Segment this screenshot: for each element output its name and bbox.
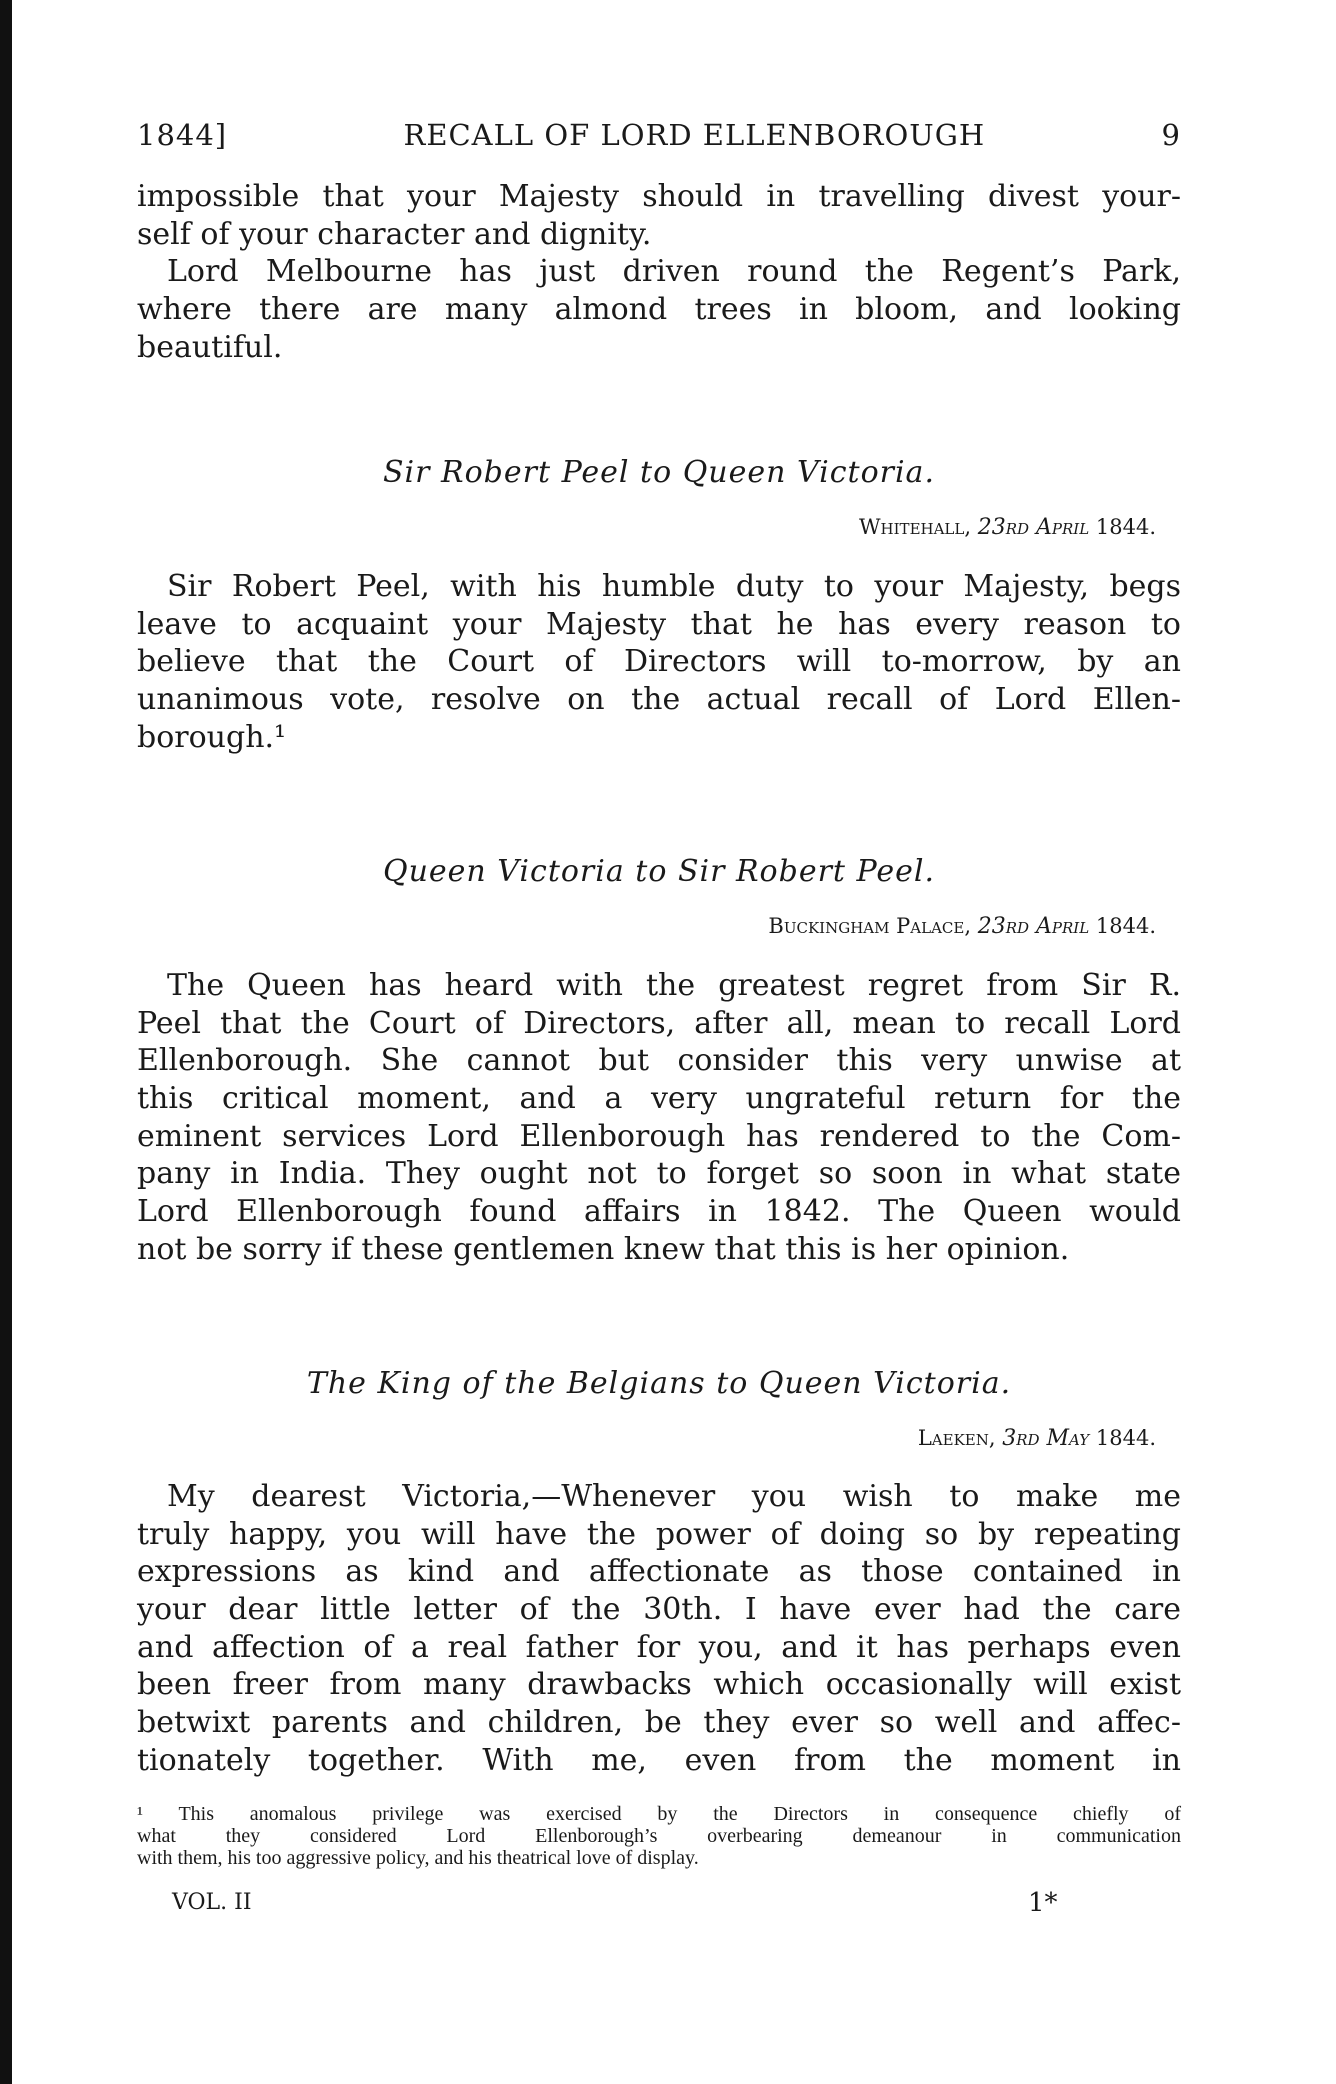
date: 23rd April: [977, 515, 1090, 540]
text-line: this critical moment, and a very ungrateful return for the: [137, 1081, 1181, 1117]
text-line: eminent services Lord Ellenborough has rendered to the Com-: [137, 1118, 1181, 1154]
footnote-line: what they considered Lord Ellenborough’s overbearing demeanour in communication: [137, 1825, 1181, 1847]
text-line: tionately together. With me, even from the moment in: [137, 1742, 1181, 1778]
header-title: RECALL OF LORD ELLENBOROUGH: [403, 118, 986, 152]
place: Laeken,: [917, 1426, 996, 1450]
place: Buckingham Palace,: [768, 914, 972, 938]
text-line: pany in India. They ought not to forget so soon in what state: [137, 1156, 1181, 1192]
letter-heading: Sir Robert Peel to Queen Victoria.: [383, 455, 935, 490]
running-header: [137, 118, 1181, 152]
paragraph-1: [137, 178, 1181, 366]
text-line: your dear little letter of the 30th. I have ever had the care: [137, 1592, 1181, 1628]
letter-body: [137, 1478, 1181, 1780]
text-line: where there are many almond trees in bloom, and looking: [137, 292, 1181, 328]
text-line: been freer from many drawbacks which occasionally will exist: [137, 1667, 1181, 1703]
letter-dateline: [859, 515, 1156, 540]
year: 1844.: [1095, 515, 1156, 539]
footnote-line: ¹ This anomalous privilege was exercised by the Directors in consequence chiefly of: [137, 1803, 1181, 1825]
letter-dateline: [768, 914, 1156, 939]
letter-body: [137, 568, 1181, 756]
letter-heading: Queen Victoria to Sir Robert Peel.: [383, 854, 935, 889]
text-line: self of your character and dignity.: [137, 216, 652, 252]
text-line: Sir Robert Peel, with his humble duty to your Majesty, begs: [137, 569, 1181, 604]
page-number: 9: [1161, 118, 1181, 152]
scan-edge: [0, 0, 12, 2084]
text-line: Lord Ellenborough found affairs in 1842. The Queen would: [137, 1194, 1181, 1230]
header-year: 1844]: [137, 118, 228, 152]
text-line: and affection of a real father for you, and it has perhaps even: [137, 1629, 1181, 1665]
text-line: The Queen has heard with the greatest regret from Sir R.: [137, 968, 1181, 1003]
signature-mark: 1*: [1028, 1888, 1058, 1918]
text-line: unanimous vote, resolve on the actual recall of Lord Ellen-: [137, 682, 1181, 718]
text-line: truly happy, you will have the power of doing so by repeating: [137, 1516, 1181, 1552]
date: 3rd May: [1002, 1426, 1090, 1451]
text-line: beautiful.: [137, 329, 283, 365]
text-line: expressions as kind and affectionate as those contained in: [137, 1554, 1181, 1590]
text-line: leave to acquaint your Majesty that he has every reason to: [137, 606, 1181, 642]
letter-body: [137, 967, 1181, 1269]
footnote-line: with them, his too aggressive policy, and his theatrical love of display.: [137, 1847, 699, 1869]
text-line: not be sorry if these gentlemen knew that this is her opinion.: [137, 1231, 1070, 1267]
text-line: Lord Melbourne has just driven round the Regent’s Park,: [137, 254, 1181, 290]
text-line: borough.¹: [137, 719, 287, 755]
date: 23rd April: [977, 914, 1090, 939]
text-line: betwixt parents and children, be they ever so well and affec-: [137, 1705, 1181, 1741]
text-line: Ellenborough. She cannot but consider this very unwise at: [137, 1043, 1181, 1079]
volume-label: VOL. II: [172, 1890, 252, 1915]
text-line: believe that the Court of Directors will to-morrow, by an: [137, 644, 1181, 680]
footnote: [137, 1803, 1181, 1869]
text-line: My dearest Victoria,—Whenever you wish to make me: [137, 1479, 1181, 1514]
text-line: Peel that the Court of Directors, after all, mean to recall Lord: [137, 1005, 1181, 1041]
place: Whitehall,: [858, 515, 972, 539]
text-line: impossible that your Majesty should in travelling divest your-: [137, 179, 1181, 214]
year: 1844.: [1095, 1426, 1156, 1450]
letter-dateline: [918, 1426, 1156, 1451]
letter-heading: The King of the Belgians to Queen Victoria.: [306, 1366, 1012, 1401]
year: 1844.: [1095, 914, 1156, 938]
